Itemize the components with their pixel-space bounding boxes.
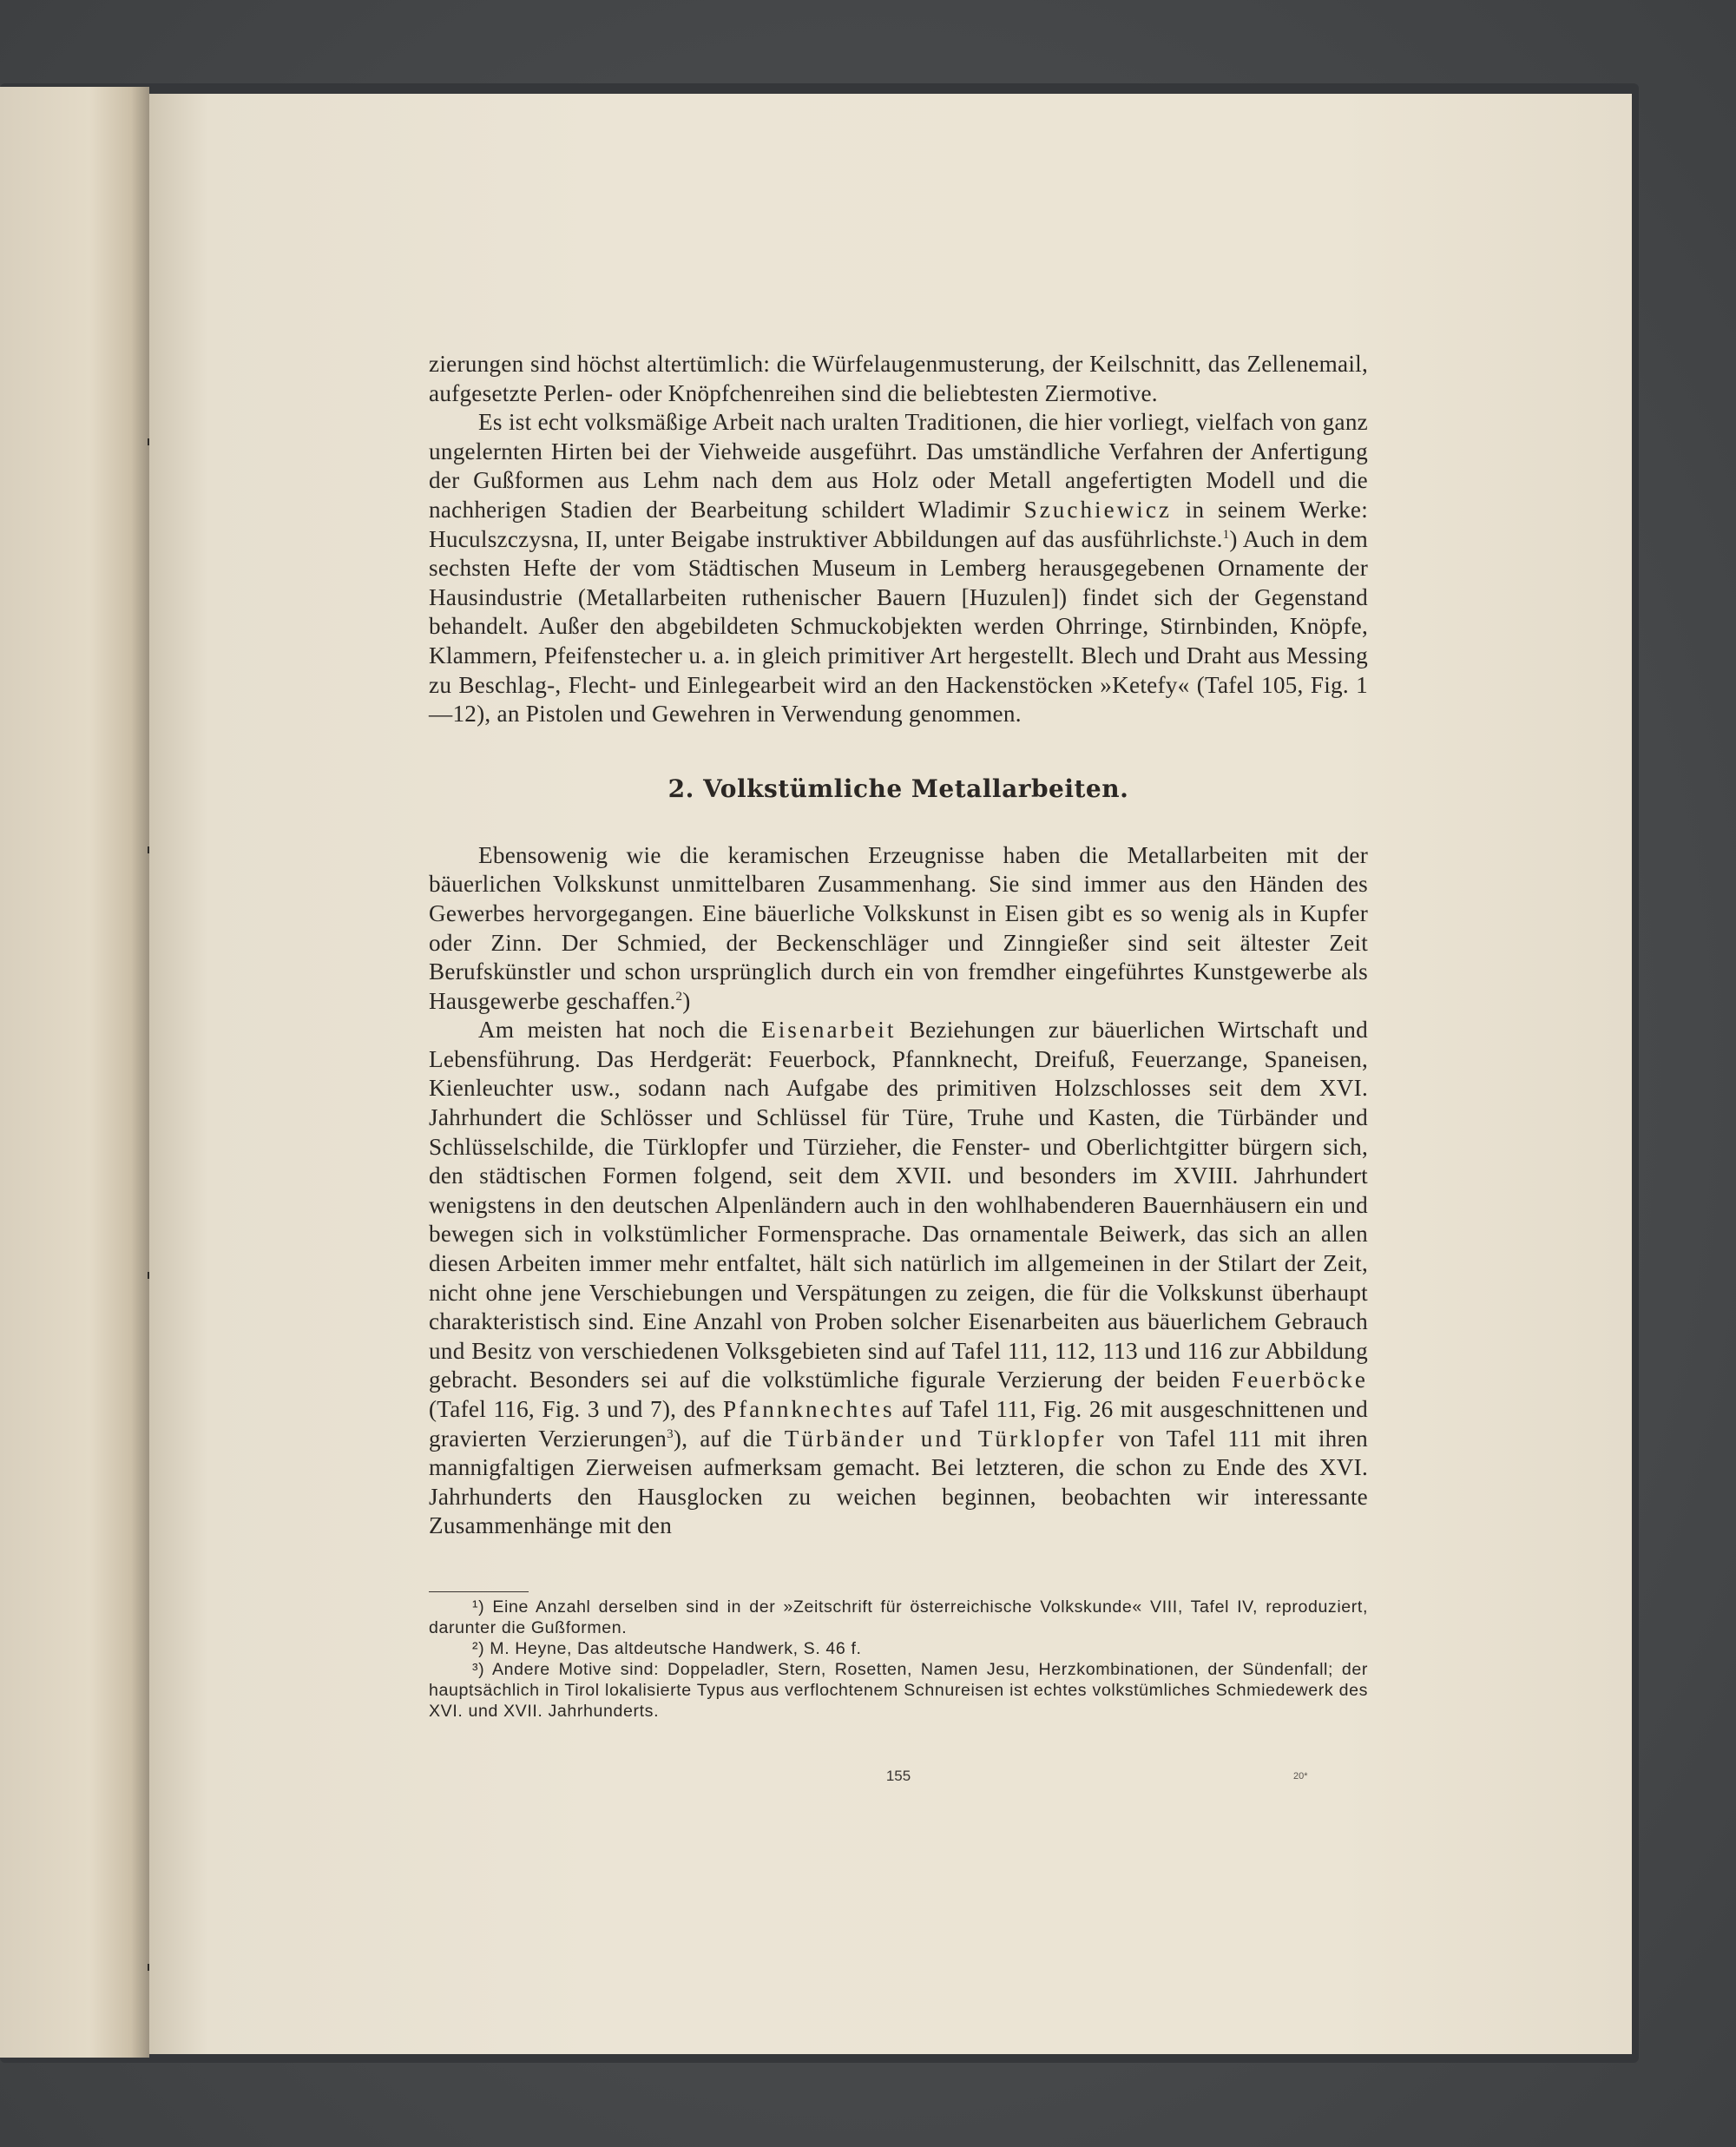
paragraph-text: auf Tafel 111, Fig. 26 mit ausgeschnittenen und gravierten Verzierungen: [429, 1396, 1368, 1452]
footnote: ³) Andere Motive sind: Doppeladler, Stern, Rosetten, Namen Jesu, Herzkombinationen, der Sündenfall; der hauptsächlich in Tirol lokalisierte Typus aus verflochtenem Schnureisen ist echtes volkstümliches Schmiedewerk des XVI. und XVII. Jahrhunderts.: [429, 1660, 1368, 1721]
paragraph-text: Ebensowenig wie die keramischen Erzeugnisse haben die Metallarbeiten mit der bäuerlichen Volkskunst unmittelbaren Zusammenhang. Sie sind immer aus den Händen des Gewerbes hervorgegangen. Eine bäuerliche Volkskunst in Eisen gibt es so wenig als in Kupfer oder Zinn. Der Schmied, der Beckenschläger und Zinngießer sind seit ältester Zeit Berufskünstler und schon ursprünglich durch ein von fremdher eingeführtes Kunstgewerbe als Hausgewerbe geschaffen.: [429, 841, 1368, 1014]
paragraph-text: ) Auch in dem sechsten Hefte der vom Städtischen Museum in Lemberg herausgegebenen Ornamente der Hausindustrie (Metallarbeiten ruthenischer Bauern [Huzulen]) findet sich der Gegenstand behandelt. Außer den abgebildeten Schmuckobjekten werden Ohrringe, Stirnbinden, Knöpfe, Klammern, Pfeifenstecher u. a. in gleich primitiver Art hergestellt. Blech und Draht aus Messing zu Beschlag-, Flecht- und Einlegearbeit wird an den Hackenstöcken »Ketefy« (Tafel 105, Fig. 1—12), an Pistolen und Gewehren in Verwendung genommen.: [429, 525, 1368, 728]
paragraph: [429, 841, 1368, 1017]
spaced-term: Feuerböcke: [1232, 1367, 1368, 1393]
footnote-divider: [429, 1591, 529, 1592]
paragraph-text: Es ist echt volksmäßige Arbeit nach uralten Traditionen, die hier vorliegt, vielfach von ganz ungelernten Hirten bei der Viehweide ausgeführt. Das umständliche Verfahren der Anfertigung der Gußformen aus Lehm nach dem aus Holz oder Metall angefertigten Modell und die nachherigen Stadien der Bearbeitung schildert Wladimir: [429, 409, 1368, 523]
spaced-term: Türbänder und Türklopfer: [784, 1425, 1107, 1452]
footnote: ¹) Eine Anzahl derselben sind in der »Zeitschrift für österreichische Volkskunde« VIII, Tafel IV, reproduziert, darunter die Gußformen.: [429, 1597, 1368, 1637]
footnote: ²) M. Heyne, Das altdeutsche Handwerk, S. 46 f.: [472, 1639, 862, 1658]
paragraph-text: von Tafel 111 mit ihren mannigfaltigen Zierweisen aufmerksam gemacht. Bei letzteren, die schon zu Ende des XVI. Jahrhunderts den Hausglocken zu weichen beginnen, beobachten wir interessante Zusammenhänge mit den: [429, 1425, 1368, 1539]
signature-mark: 20*: [1293, 1771, 1308, 1781]
footnote-ref: 3: [667, 1426, 674, 1441]
paragraph: [429, 1016, 1368, 1541]
spaced-term: Eisenarbeit: [761, 1017, 897, 1044]
body-text: [429, 350, 1368, 1541]
spaced-name: Szuchiewicz: [1023, 496, 1172, 523]
spaced-term: Pfannknechtes: [723, 1396, 895, 1422]
paragraph-text: zierungen sind höchst altertümlich: die Würfelaugenmusterung, der Keilschnitt, das Zellenemail, aufgesetzte Perlen- oder Knöpfchenreihen sind die beliebtesten Ziermotive.: [429, 351, 1368, 406]
left-page-edge: [0, 87, 149, 2058]
footnotes: [429, 1597, 1368, 1722]
page-number: 155: [885, 1768, 911, 1784]
paragraph-text: ): [682, 987, 691, 1014]
footnote-ref: 1: [1222, 527, 1230, 542]
paragraph-text: Am meisten hat noch die: [478, 1017, 762, 1044]
paragraph-text: (Tafel 116, Fig. 3 und 7), des: [429, 1396, 723, 1422]
footnote-ref: 2: [675, 989, 683, 1004]
paragraph: [429, 408, 1368, 729]
paragraph-text: Beziehungen zur bäuerlichen Wirtschaft und Lebensführung. Das Herdgerät: Feuerbock, Pfannknecht, Dreifuß, Feuerzange, Spaneisen, Kienleuchter usw., sodann nach Aufgabe des primitiven Holzschlosses seit dem XVI. Jahrhundert die Schlösser und Schlüssel für Türe, Truhe und Kasten, die Türbänder und Schlüsselschilde, die Türklopfer und Türzieher, die Fenster- und Oberlichtgitter bürgern sich, den städtischen Formen folgend, seit dem XVII. und besonders im XVIII. Jahrhundert wenigstens in den deutschen Alpenländern auch in den wohlhabenderen Bauernhäusern ein und bewegen sich in volkstümlicher Formensprache. Das ornamentale Beiwerk, das sich an allen diesen Arbeiten immer mehr entfaltet, hält sich natürlich im allgemeinen in der Stilart der Zeit, nicht ohne jene Verschiebungen und Verspätungen zu zeigen, die für die Volkskunst überhaupt charakteristisch sind. Eine Anzahl von Proben solcher Eisenarbeiten aus bäuerlichem Gebrauch und Besitz von verschiedenen Volksgebieten sind auf Tafel 111, 112, 113 und 116 zur Abbildung gebracht. Besonders sei auf die volkstümliche figurale Verzierung der beiden: [429, 1017, 1368, 1393]
paragraph-text: in seinem Werke: Huculszczysna, II, unter Beigabe instruktiver Abbildungen auf das ausführlichste.: [429, 496, 1368, 552]
paragraph: [429, 350, 1368, 408]
paragraph-text: ), auf die: [673, 1425, 785, 1452]
section-heading: 2. Volkstümliche Metallarbeiten.: [667, 774, 1129, 803]
